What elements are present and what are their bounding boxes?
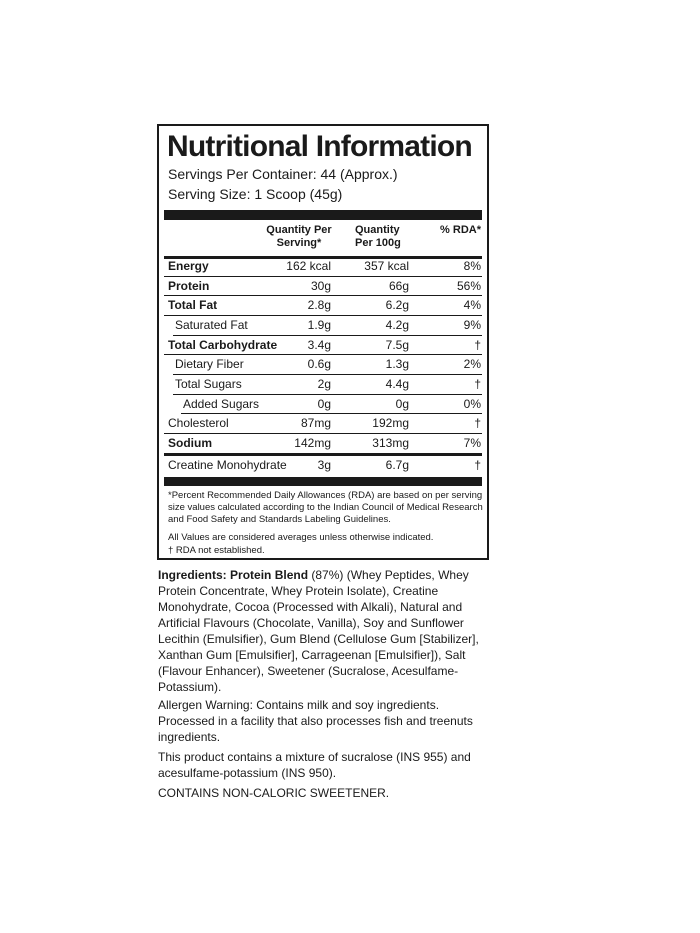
nutrient-per-100g: 6.7g xyxy=(385,458,409,472)
row-divider xyxy=(173,335,482,336)
allergen-warning: Allergen Warning: Contains milk and soy ingredients. Processed in a facility that also processes fish and treenuts ingredients. xyxy=(158,698,473,744)
nutrient-per-serving: 87mg xyxy=(300,416,331,430)
nutrient-name: Total Sugars xyxy=(175,377,242,391)
nutrient-rda: 2% xyxy=(463,357,481,371)
nutrient-rda: † xyxy=(474,338,481,352)
nutrient-rda: † xyxy=(474,416,481,430)
nutrient-name: Dietary Fiber xyxy=(175,357,244,371)
nutrient-per-serving: 3g xyxy=(317,458,331,472)
nutrient-name: Added Sugars xyxy=(183,397,260,411)
row-divider xyxy=(173,374,482,375)
nutrient-rda: 9% xyxy=(463,318,481,332)
header-per-100g: Quantity Per 100g xyxy=(355,224,401,249)
non-caloric-notice: CONTAINS NON-CALORIC SWEETENER. xyxy=(158,786,390,800)
nutrient-per-100g: 0g xyxy=(395,397,409,411)
nutrient-per-100g: 192mg xyxy=(372,416,409,430)
nutrient-per-serving: 2g xyxy=(317,377,331,391)
footnote-averages: All Values are considered averages unless otherwise indicated. xyxy=(168,532,434,543)
nutrient-name: Total Fat xyxy=(168,298,218,312)
nutrient-per-serving: 0g xyxy=(317,397,331,411)
nutrient-name: Cholesterol xyxy=(168,416,229,430)
protein-blend-label: Protein Blend xyxy=(230,568,309,582)
nutrient-per-serving: 162 kcal xyxy=(286,259,331,273)
ingredients-label: Ingredients: xyxy=(158,568,227,582)
row-divider xyxy=(164,276,482,277)
panel-title: Nutritional Information xyxy=(167,130,472,163)
ingredients-block xyxy=(158,567,488,695)
nutrient-per-serving: 2.8g xyxy=(307,298,331,312)
row-divider xyxy=(164,315,482,316)
nutrient-per-serving: 1.9g xyxy=(307,318,331,332)
row-divider xyxy=(164,354,482,355)
ingredients-text: (87%) (Whey Peptides, Whey Protein Concentrate, Whey Protein Isolate), Creatine Monohydrate, Cocoa (Processed with Alkali), Natural and Artificial Flavours (Chocolate, Vanilla), Soy and Sunflower Lecithin (Emulsifier), Gum Blend (Cellulose Gum [Stabilizer], Xanthan Gum [Emulsifier], Carrageenan [Emulsifier]), Salt (Flavour Enhancer), Sweetener (Sucralose, Acesulfame-Potassium). xyxy=(158,568,479,694)
header-thick-bar xyxy=(164,210,482,220)
nutrient-per-100g: 66g xyxy=(388,279,409,293)
sodium-divider xyxy=(164,453,482,456)
nutrient-name: Creatine Monohydrate xyxy=(168,458,287,472)
row-divider xyxy=(164,295,482,296)
nutrient-per-100g: 4.2g xyxy=(385,318,409,332)
row-divider xyxy=(173,394,482,395)
nutrient-per-100g: 4.4g xyxy=(385,377,409,391)
nutrient-per-serving: 30g xyxy=(310,279,331,293)
nutrient-rda: 0% xyxy=(463,397,481,411)
nutrient-name: Saturated Fat xyxy=(175,318,248,332)
nutrient-per-serving: 142mg xyxy=(294,436,331,450)
nutrient-rda: 7% xyxy=(463,436,481,450)
nutrient-rda: 4% xyxy=(463,298,481,312)
nutrient-per-100g: 7.5g xyxy=(385,338,409,352)
nutrient-name: Sodium xyxy=(168,436,212,450)
nutrient-rda: † xyxy=(474,458,481,472)
footer-thick-bar xyxy=(164,477,482,486)
nutrient-per-serving: 0.6g xyxy=(307,357,331,371)
nutrient-per-100g: 6.2g xyxy=(385,298,409,312)
nutrient-name: Protein xyxy=(168,279,210,293)
nutrient-rda: † xyxy=(474,377,481,391)
row-divider xyxy=(181,413,482,414)
nutrient-per-100g: 1.3g xyxy=(385,357,409,371)
header-rda: % RDA* xyxy=(440,224,481,236)
footnote-rda: *Percent Recommended Daily Allowances (RDA) are based on per serving size values calculated according to the Indian Council of Medical Research and Food Safety and Standards Labeling Guidelines. xyxy=(168,490,483,525)
nutrient-per-100g: 313mg xyxy=(372,436,409,450)
row-divider xyxy=(164,433,482,434)
nutrient-per-100g: 357 kcal xyxy=(364,259,409,273)
sweetener-mixture: This product contains a mixture of sucralose (INS 955) and acesulfame-potassium (INS 950). xyxy=(158,750,471,780)
serving-size: Serving Size: 1 Scoop (45g) xyxy=(168,186,343,202)
header-per-serving: Quantity Per Serving* xyxy=(266,224,332,249)
nutrient-rda: 8% xyxy=(463,259,481,273)
footnote-dagger: † RDA not established. xyxy=(168,545,265,556)
servings-per-container: Servings Per Container: 44 (Approx.) xyxy=(168,166,398,182)
nutrition-panel xyxy=(157,124,489,560)
nutrient-per-serving: 3.4g xyxy=(307,338,331,352)
nutrient-name: Energy xyxy=(168,259,209,273)
nutrient-rda: 56% xyxy=(456,279,481,293)
nutrient-name: Total Carbohydrate xyxy=(168,338,278,352)
